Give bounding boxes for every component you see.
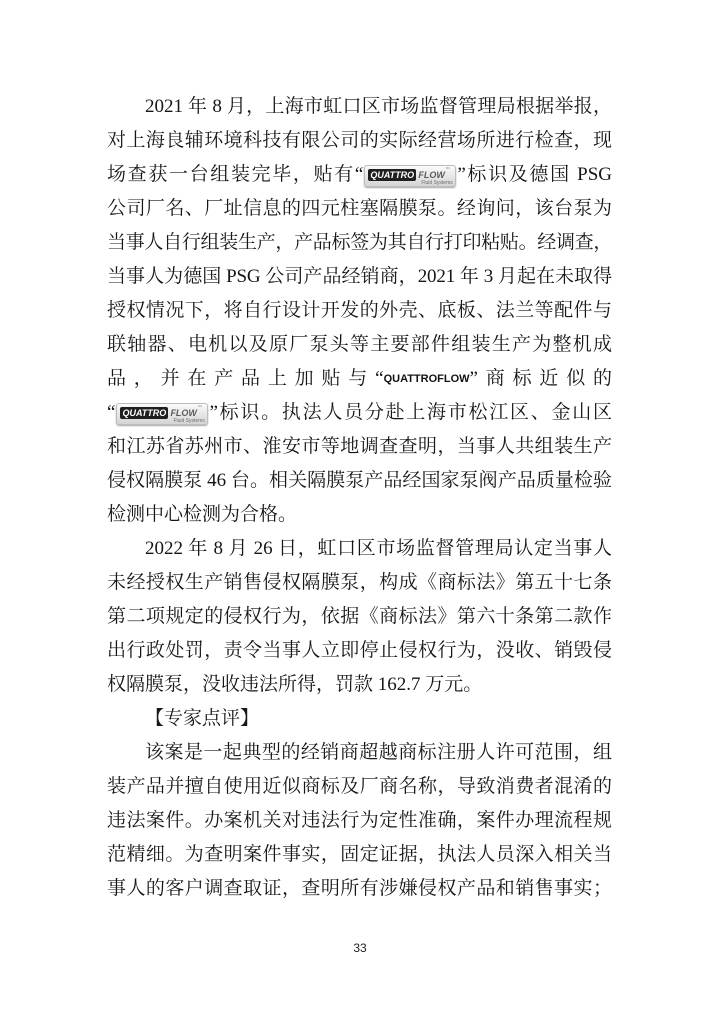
text-line: 检测中心检测为合格。	[107, 504, 298, 525]
text-line: 装产品并擅自使用近似商标及厂商名称，导致消费者混淆的	[107, 776, 612, 797]
text-line-with-brand-name	[107, 362, 612, 396]
text-segment: ”标识及德国 PSG	[457, 164, 612, 185]
logo-trademark-mark: ™	[197, 404, 203, 411]
text-line: 事人的客户调查取证，查明所有涉嫌侵权产品和销售事实；	[107, 878, 612, 899]
text-line-with-logo	[107, 396, 612, 430]
text-line: 联轴器、电机以及原厂泵头等主要部件组装生产为整机成	[107, 334, 612, 355]
logo-word-flow: FLOW	[170, 407, 197, 418]
section-heading-expert-comment: 【专家点评】	[145, 708, 260, 729]
text-line: 该案是一起典型的经销商超越商标注册人许可范围，组	[145, 742, 612, 763]
brand-name-text: QUATTROFLOW	[383, 373, 470, 385]
paragraph-expert-comment	[107, 736, 612, 906]
text-line: 范精细。为查明案件事实，固定证据，执法人员深入相关当	[107, 844, 612, 865]
page-number: 33	[353, 941, 367, 955]
logo-tagline: Fluid Systems	[173, 417, 205, 424]
text-line: 违法案件。办案机关对违法行为定性准确，案件办理流程规	[107, 810, 612, 831]
text-line: 当事人自行组装生产，产品标签为其自行打印粘贴。经调查，	[107, 232, 612, 253]
text-segment: 场查获一台组装完毕，贴有“	[107, 164, 364, 185]
logo-trademark-mark: ™	[445, 166, 451, 173]
text-line: 侵权隔膜泵 46 台。相关隔膜泵产品经国家泵阀产品质量检验	[107, 470, 612, 491]
text-line: 公司厂名、厂址信息的四元柱塞隔膜泵。经询问，该台泵为	[107, 198, 612, 219]
text-line: 第二项规定的侵权行为，依据《商标法》第六十条第二款作	[107, 606, 612, 627]
logo-word-quattro: QUATTRO	[122, 407, 167, 418]
text-segment: “	[107, 402, 116, 423]
text-line: 2022 年 8 月 26 日，虹口区市场监督管理局认定当事人	[145, 538, 612, 559]
paragraph-penalty-decision	[107, 532, 612, 702]
quattroflow-logo	[364, 165, 456, 187]
text-line: 出行政处罚，责令当事人立即停止侵权行为，没收、销毁侵	[107, 640, 612, 661]
body-text	[107, 90, 612, 906]
quattroflow-logo	[116, 403, 208, 425]
text-line: 和江苏省苏州市、淮安市等地调查查明，当事人共组装生产	[107, 436, 612, 457]
paragraph-case-facts	[107, 90, 612, 532]
text-line-with-logo	[107, 158, 612, 192]
logo-tagline: Fluid Systems	[421, 179, 453, 186]
text-segment: ”商标近似的	[469, 368, 613, 389]
text-segment: 品，并在产品上加贴与“	[107, 368, 384, 389]
text-line: 授权情况下，将自行设计开发的外壳、底板、法兰等配件与	[107, 300, 612, 321]
text-segment: ”标识。执法人员分赴上海市松江区、金山区	[209, 402, 612, 423]
logo-word-flow: FLOW	[418, 169, 445, 180]
logo-word-quattro: QUATTRO	[370, 169, 415, 180]
text-line: 对上海良辅环境科技有限公司的实际经营场所进行检查，现	[107, 130, 612, 151]
text-line: 当事人为德国 PSG 公司产品经销商，2021 年 3 月起在未取得	[107, 266, 612, 287]
text-line: 未经授权生产销售侵权隔膜泵，构成《商标法》第五十七条	[107, 572, 612, 593]
text-line: 权隔膜泵，没收违法所得，罚款 162.7 万元。	[107, 674, 483, 695]
text-line: 2021 年 8 月，上海市虹口区市场监督管理局根据举报，	[145, 96, 612, 117]
